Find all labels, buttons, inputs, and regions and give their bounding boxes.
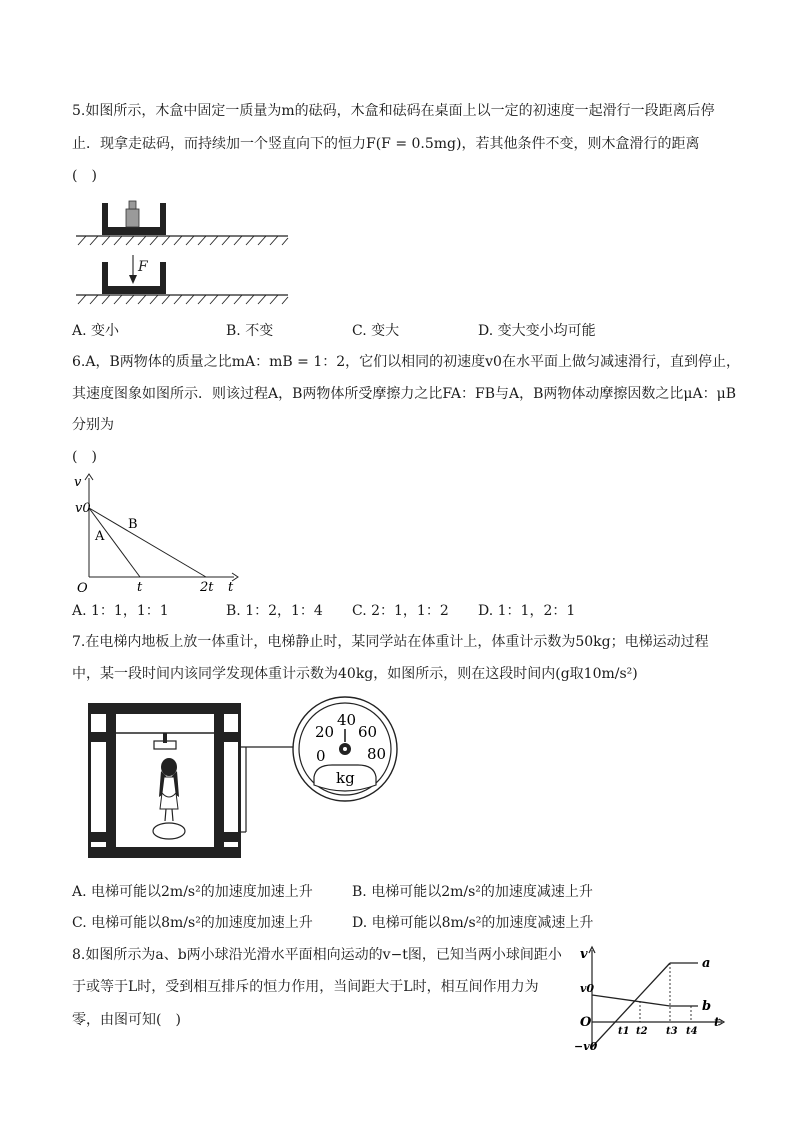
dial-tick-0: 0	[316, 747, 326, 765]
axis-v-label: v	[580, 947, 588, 962]
q6-line1: 6.A，B两物体的质量之比mA：mB = 1：2，它们以相同的初速度v0在水平面上做匀减速滑行，直到停止，	[72, 354, 740, 370]
q7-line1: 7.在电梯内地板上放一体重计，电梯静止时，某同学站在体重计上，体重计示数为50kg；电梯运动过程	[72, 634, 709, 650]
t2-label: t2	[636, 1026, 648, 1037]
scale-platform	[153, 823, 185, 839]
line-b	[89, 508, 206, 577]
q7-option-b: B. 电梯可能以2m/s²的加速度减速上升	[352, 884, 593, 900]
axis-t-label: t	[714, 1015, 720, 1029]
q8-vt-graph	[574, 944, 734, 1056]
v0-label: v0	[580, 982, 595, 995]
t3-label: t3	[666, 1026, 678, 1037]
q5-line1: 5.如图所示，木盒中固定一质量为m的砝码，木盒和砝码在桌面上以一定的初速度一起滑行一段距离后停	[72, 103, 715, 119]
origin-label: O	[580, 1015, 592, 1030]
q6-option-a: A. 1：1，1：1	[72, 603, 169, 619]
q7-option-d: D. 电梯可能以8m/s²的加速度减速上升	[352, 915, 594, 931]
dial-tick-60: 60	[358, 723, 378, 741]
q6-option-b: B. 1：2，1：4	[226, 603, 323, 619]
2t-label: 2t	[200, 580, 214, 595]
q5-line2: 止．现拿走砝码，而持续加一个竖直向下的恒力F(F = 0.5mg)，若其他条件不变，则木盒滑行的距离	[72, 136, 700, 152]
q7-option-c: C. 电梯可能以8m/s²的加速度加速上升	[72, 915, 313, 931]
elevator	[88, 703, 296, 858]
q5-option-b: B. 不变	[226, 323, 274, 339]
q5-option-c: C. 变大	[352, 323, 400, 339]
line-b-label: B	[128, 517, 138, 532]
line-a-label: a	[702, 956, 711, 971]
line-a-label: A	[95, 529, 105, 544]
box-with-force	[76, 255, 288, 304]
q5-bracket: ( )	[72, 168, 97, 184]
q7-option-a: A. 电梯可能以2m/s²的加速度加速上升	[72, 884, 313, 900]
q6-line2: 其速度图象如图所示．则该过程A，B两物体所受摩擦力之比FA：FB与A，B两物体动摩擦因数之比μA：μB	[72, 386, 736, 402]
t1-label: t1	[618, 1026, 630, 1037]
axis-v-label: v	[74, 475, 82, 490]
t-label: t	[137, 580, 143, 595]
arrow-down-icon	[129, 275, 137, 284]
force-label: F	[138, 259, 148, 275]
line-b-label: b	[702, 999, 712, 1014]
q8-line3: 零，由图可知( )	[72, 1012, 181, 1028]
dial-tick-80: 80	[367, 745, 387, 763]
q6-option-d: D. 1：1，2：1	[478, 603, 576, 619]
person-icon	[159, 758, 179, 821]
dial-unit: kg	[336, 769, 355, 787]
dial-tick-20: 20	[315, 723, 335, 741]
q6-vt-graph	[72, 472, 244, 596]
q6-bracket: ( )	[72, 449, 97, 465]
axis-t-label: t	[228, 580, 234, 595]
q7-line2: 中，某一段时间内该同学发现体重计示数为40kg，如图所示，则在这段时间内(g取10m/s²)	[72, 666, 638, 682]
scale-dial	[293, 697, 397, 801]
q5-option-a: A. 变小	[72, 323, 120, 339]
q5-figure	[74, 195, 290, 310]
q7-elevator-figure	[86, 697, 402, 863]
q6-line3: 分别为	[72, 417, 114, 433]
t4-label: t4	[686, 1026, 698, 1037]
box-with-weight	[76, 201, 288, 245]
v0-label: v0	[75, 501, 91, 516]
origin-label: O	[77, 581, 88, 596]
neg-v0-label: −v0	[574, 1040, 598, 1053]
q5-option-d: D. 变大变小均可能	[478, 323, 596, 339]
q8-line1: 8.如图所示为a、b两小球沿光滑水平面相向运动的v−t图，已知当两小球间距小	[72, 947, 562, 963]
q8-line2: 于或等于L时，受到相互排斥的恒力作用，当间距大于L时，相互间作用力为	[72, 979, 539, 995]
q6-option-c: C. 2：1，1：2	[352, 603, 449, 619]
dial-tick-40: 40	[337, 711, 357, 729]
